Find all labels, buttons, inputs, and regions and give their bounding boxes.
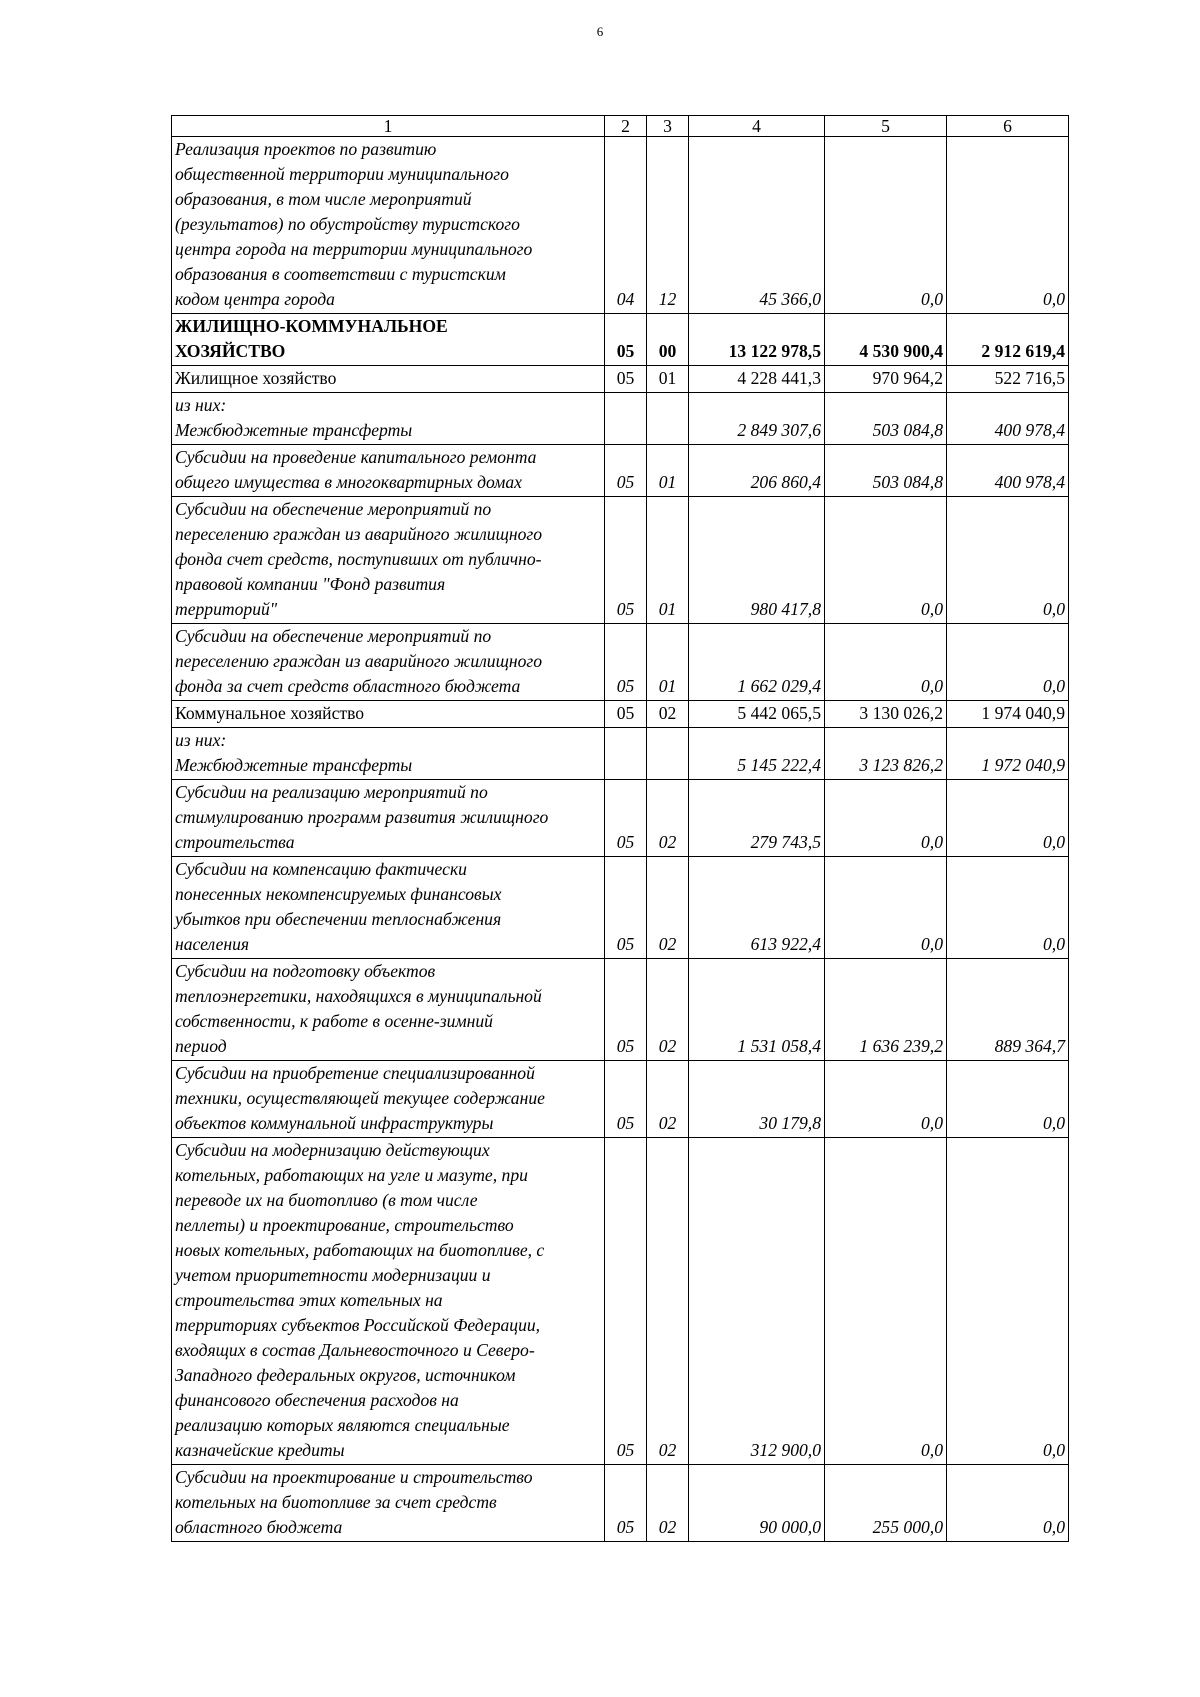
amount-col4-cell: 980 417,8 (689, 497, 825, 624)
table-row (172, 1138, 1069, 1465)
row-name-cell: из них: Межбюджетные трансферты (172, 393, 605, 445)
row-name-cell: Жилищное хозяйство (172, 366, 605, 393)
subsection-code-cell: 02 (647, 857, 689, 959)
amount-col5-cell: 0,0 (825, 624, 947, 701)
row-name-cell: Субсидии на обеспечение мероприятий по переселению граждан из аварийного жилищного фонда счет средств, поступивших от публично- правовой компании "Фонд развития территорий" (172, 497, 605, 624)
subsection-code-cell: 00 (647, 314, 689, 366)
subsection-code-cell (647, 393, 689, 445)
table-row (172, 728, 1069, 780)
section-code-cell: 05 (605, 314, 647, 366)
amount-col6-cell: 0,0 (947, 1061, 1069, 1138)
subsection-code-cell: 01 (647, 445, 689, 497)
amount-col5-cell: 0,0 (825, 1138, 947, 1465)
row-name-cell: Субсидии на приобретение специализированной техники, осуществляющей текущее содержание объектов коммунальной инфраструктуры (172, 1061, 605, 1138)
amount-col5-cell: 4 530 900,4 (825, 314, 947, 366)
section-code-cell (605, 393, 647, 445)
amount-col4-cell: 613 922,4 (689, 857, 825, 959)
row-name-cell: Субсидии на реализацию мероприятий по стимулированию программ развития жилищного строительства (172, 780, 605, 857)
subsection-code-cell: 02 (647, 1465, 689, 1542)
amount-col5-cell: 255 000,0 (825, 1465, 947, 1542)
amount-col6-cell: 0,0 (947, 780, 1069, 857)
amount-col4-cell: 13 122 978,5 (689, 314, 825, 366)
amount-col5-cell: 503 084,8 (825, 393, 947, 445)
row-name-cell: Субсидии на проведение капитального ремонта общего имущества в многоквартирных домах (172, 445, 605, 497)
amount-col5-cell: 503 084,8 (825, 445, 947, 497)
column-header: 1 (172, 116, 605, 137)
amount-col6-cell: 1 972 040,9 (947, 728, 1069, 780)
amount-col4-cell: 2 849 307,6 (689, 393, 825, 445)
amount-col4-cell: 45 366,0 (689, 137, 825, 314)
section-code-cell: 05 (605, 959, 647, 1061)
subsection-code-cell (647, 728, 689, 780)
section-code-cell: 05 (605, 497, 647, 624)
column-header: 3 (647, 116, 689, 137)
subsection-code-cell: 02 (647, 701, 689, 728)
amount-col4-cell: 279 743,5 (689, 780, 825, 857)
section-code-cell: 05 (605, 780, 647, 857)
budget-table (171, 115, 1069, 1542)
table-row (172, 1465, 1069, 1542)
table-row (172, 959, 1069, 1061)
amount-col4-cell: 4 228 441,3 (689, 366, 825, 393)
table-header-row (172, 116, 1069, 137)
section-code-cell: 05 (605, 857, 647, 959)
section-code-cell: 05 (605, 1138, 647, 1465)
section-code-cell: 05 (605, 701, 647, 728)
amount-col5-cell: 3 130 026,2 (825, 701, 947, 728)
amount-col5-cell: 0,0 (825, 137, 947, 314)
amount-col5-cell: 1 636 239,2 (825, 959, 947, 1061)
section-code-cell: 04 (605, 137, 647, 314)
amount-col4-cell: 206 860,4 (689, 445, 825, 497)
amount-col4-cell: 90 000,0 (689, 1465, 825, 1542)
amount-col4-cell: 5 442 065,5 (689, 701, 825, 728)
section-code-cell: 05 (605, 445, 647, 497)
amount-col4-cell: 312 900,0 (689, 1138, 825, 1465)
amount-col4-cell: 1 531 058,4 (689, 959, 825, 1061)
amount-col5-cell: 970 964,2 (825, 366, 947, 393)
subsection-code-cell: 02 (647, 1138, 689, 1465)
amount-col6-cell: 0,0 (947, 497, 1069, 624)
amount-col5-cell: 0,0 (825, 780, 947, 857)
table-row (172, 497, 1069, 624)
table-row (172, 857, 1069, 959)
amount-col6-cell: 889 364,7 (947, 959, 1069, 1061)
row-name-cell: Субсидии на модернизацию действующих котельных, работающих на угле и мазуте, при переводе их на биотопливо (в том числе пеллеты) и проектирование, строительство новых котельных, работающих на биотопливе, с учетом приоритетности модернизации и строительства этих котельных на территориях субъектов Российской Федерации, входящих в состав Дальневосточного и Северо- Западного федеральных округов, источником финансового обеспечения расходов на реализацию которых являются специальные казначейские кредиты (172, 1138, 605, 1465)
column-header: 6 (947, 116, 1069, 137)
page-number: 6 (596, 24, 604, 39)
table-row (172, 314, 1069, 366)
amount-col6-cell: 522 716,5 (947, 366, 1069, 393)
table-row (172, 624, 1069, 701)
amount-col6-cell: 0,0 (947, 624, 1069, 701)
amount-col6-cell: 1 974 040,9 (947, 701, 1069, 728)
subsection-code-cell: 02 (647, 1061, 689, 1138)
amount-col6-cell: 2 912 619,4 (947, 314, 1069, 366)
amount-col6-cell: 0,0 (947, 137, 1069, 314)
row-name-cell: Субсидии на компенсацию фактически понесенных некомпенсируемых финансовых убытков при обеспечении теплоснабжения населения (172, 857, 605, 959)
row-name-cell: Реализация проектов по развитию общественной территории муниципального образования, в том числе мероприятий (результатов) по обустройству туристского центра города на территории муниципального образования в соответствии с туристским кодом центра города (172, 137, 605, 314)
table-row (172, 366, 1069, 393)
row-name-cell: Субсидии на проектирование и строительство котельных на биотопливе за счет средств областного бюджета (172, 1465, 605, 1542)
section-code-cell: 05 (605, 1061, 647, 1138)
amount-col5-cell: 3 123 826,2 (825, 728, 947, 780)
section-code-cell (605, 728, 647, 780)
row-name-cell: Субсидии на обеспечение мероприятий по переселению граждан из аварийного жилищного фонда за счет средств областного бюджета (172, 624, 605, 701)
row-name-cell: Субсидии на подготовку объектов теплоэнергетики, находящихся в муниципальной собственности, к работе в осенне-зимний период (172, 959, 605, 1061)
amount-col4-cell: 1 662 029,4 (689, 624, 825, 701)
amount-col4-cell: 5 145 222,4 (689, 728, 825, 780)
amount-col5-cell: 0,0 (825, 1061, 947, 1138)
subsection-code-cell: 01 (647, 624, 689, 701)
section-code-cell: 05 (605, 366, 647, 393)
amount-col4-cell: 30 179,8 (689, 1061, 825, 1138)
table-row (172, 780, 1069, 857)
row-name-cell: ЖИЛИЩНО-КОММУНАЛЬНОЕ ХОЗЯЙСТВО (172, 314, 605, 366)
table-row (172, 1061, 1069, 1138)
amount-col6-cell: 400 978,4 (947, 393, 1069, 445)
table-row (172, 445, 1069, 497)
column-header: 2 (605, 116, 647, 137)
subsection-code-cell: 02 (647, 780, 689, 857)
section-code-cell: 05 (605, 1465, 647, 1542)
section-code-cell: 05 (605, 624, 647, 701)
amount-col5-cell: 0,0 (825, 497, 947, 624)
column-header: 5 (825, 116, 947, 137)
table-row (172, 393, 1069, 445)
amount-col6-cell: 400 978,4 (947, 445, 1069, 497)
amount-col6-cell: 0,0 (947, 857, 1069, 959)
table-row (172, 701, 1069, 728)
table-row (172, 137, 1069, 314)
amount-col6-cell: 0,0 (947, 1465, 1069, 1542)
row-name-cell: из них: Межбюджетные трансферты (172, 728, 605, 780)
amount-col6-cell: 0,0 (947, 1138, 1069, 1465)
subsection-code-cell: 12 (647, 137, 689, 314)
subsection-code-cell: 02 (647, 959, 689, 1061)
table-body (172, 137, 1069, 1542)
amount-col5-cell: 0,0 (825, 857, 947, 959)
subsection-code-cell: 01 (647, 366, 689, 393)
column-header: 4 (689, 116, 825, 137)
subsection-code-cell: 01 (647, 497, 689, 624)
row-name-cell: Коммунальное хозяйство (172, 701, 605, 728)
